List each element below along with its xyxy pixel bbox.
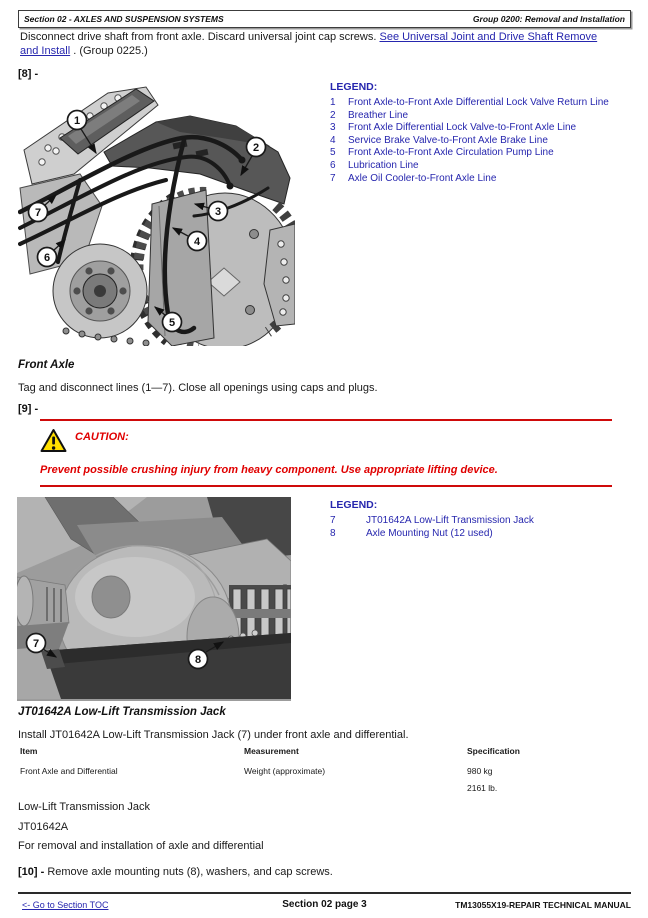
intro-text: Disconnect drive shaft from front axle. Discard universal joint cap screws.	[20, 31, 380, 43]
legend-item	[330, 122, 612, 135]
legend-item-label: Lubrication Line	[348, 159, 419, 171]
svg-text:7: 7	[32, 638, 40, 650]
jack-photo-illustration	[17, 497, 291, 701]
tool-name-line: Low-Lift Transmission Jack	[18, 801, 151, 813]
legend-item-label: Service Brake Valve-to-Front Axle Brake Line	[348, 134, 548, 146]
svg-text:5: 5	[168, 317, 176, 329]
legend-item	[330, 147, 612, 160]
svg-text:4: 4	[193, 236, 201, 248]
legend-item-number: 2	[330, 109, 336, 121]
footer-manual-label: TM13055X19-REPAIR TECHNICAL MANUAL	[455, 900, 631, 910]
figure1-callout-4	[188, 232, 207, 251]
caution-rule-bottom	[40, 485, 612, 487]
spec-value-lb: 2161 lb.	[467, 783, 498, 793]
spec-specification-value	[467, 766, 630, 793]
tool-purpose-line: For removal and installation of axle and differential	[18, 840, 264, 852]
svg-text:1: 1	[73, 115, 81, 127]
svg-text:7: 7	[34, 207, 42, 219]
spec-header-specification: Specification	[467, 746, 520, 756]
figure2-callout-8	[189, 650, 208, 669]
figure1-callout-1	[68, 111, 87, 130]
legend-item-number: 6	[330, 159, 336, 171]
tool-number-line: JT01642A	[18, 821, 69, 833]
legend-item-number: 7	[330, 172, 336, 184]
legend-item-number: 8	[330, 527, 336, 539]
warning-triangle-icon	[40, 428, 67, 453]
legend-item	[330, 97, 612, 110]
legend-item-number: 4	[330, 134, 336, 146]
jack-caption: JT01642A Low-Lift Transmission Jack	[18, 706, 226, 718]
caution-box	[40, 419, 612, 487]
legend-item-number: 7	[330, 515, 336, 526]
legend-item-label: Front Axle-to-Front Axle Differential Lock Valve Return Line	[348, 97, 609, 108]
legend-title: LEGEND:	[330, 499, 378, 511]
spec-measurement-value: Weight (approximate)	[244, 766, 326, 776]
front-axle-figure	[18, 84, 295, 346]
spec-value-kg: 980 kg	[467, 766, 493, 776]
page-header	[18, 10, 631, 28]
footer-toc-link[interactable]: <- Go to Section TOC	[22, 900, 109, 910]
figure1-callout-5	[163, 313, 182, 332]
svg-text:3: 3	[214, 206, 222, 218]
caution-message: Prevent possible crushing injury from heavy component. Use appropriate lifting device.	[40, 464, 498, 476]
legend-title: LEGEND:	[330, 81, 378, 93]
spec-header-measurement: Measurement	[244, 746, 299, 756]
caution-rule-top	[40, 419, 612, 421]
legend-item	[330, 528, 612, 541]
caution-title: CAUTION:	[75, 431, 129, 443]
header-section-title: Section 02 - AXLES AND SUSPENSION SYSTEMS	[24, 14, 224, 24]
legend-item-label: Breather Line	[348, 109, 409, 121]
spec-item-value: Front Axle and Differential	[20, 766, 118, 776]
step-10-label: [10] -	[18, 866, 45, 878]
step-9-label: [9] -	[18, 403, 39, 415]
figure1-callout-6	[38, 248, 57, 267]
header-group-title: Group 0200: Removal and Installation	[472, 14, 625, 24]
legend-item-number: 5	[330, 147, 336, 159]
legend-item-label: JT01642A Low-Lift Transmission Jack	[366, 515, 534, 526]
svg-text:6: 6	[43, 252, 51, 264]
footer-rule	[18, 892, 631, 894]
legend-item-label: Axle Oil Cooler-to-Front Axle Line	[348, 172, 497, 184]
step-10-text: Remove axle mounting nuts (8), washers, and cap screws.	[44, 866, 333, 878]
intro-paragraph	[20, 30, 612, 58]
intro-text-after: . (Group 0225.)	[70, 45, 148, 57]
figure1-callout-2	[247, 138, 266, 157]
front-axle-caption: Front Axle	[18, 359, 75, 371]
legend-item-label: Front Axle Differential Lock Valve-to-Front Axle Line	[348, 122, 577, 134]
figure2-callout-7	[27, 634, 46, 653]
figure1-callout-3	[209, 202, 228, 221]
install-paragraph: Install JT01642A Low-Lift Transmission Jack (7) under front axle and differential.	[18, 729, 409, 741]
legend-item-label: Axle Mounting Nut (12 used)	[366, 527, 493, 539]
transmission-jack-figure	[17, 497, 291, 701]
figure1-legend	[330, 81, 612, 185]
step-8-label: [8] -	[18, 68, 39, 80]
legend-item	[330, 160, 612, 173]
spec-table	[20, 746, 630, 793]
figure1-callout-7	[29, 203, 48, 222]
legend-item-number: 3	[330, 122, 336, 134]
universal-joint-link[interactable]: See Universal Joint and Drive Shaft Remove and Install	[20, 31, 598, 57]
svg-text:2: 2	[252, 142, 260, 154]
legend-item	[330, 173, 612, 186]
legend-item-number: 1	[330, 97, 336, 108]
legend-item	[330, 135, 612, 148]
footer-page-label: Section 02 page 3	[282, 899, 367, 910]
legend-item	[330, 515, 612, 528]
figure2-legend	[330, 499, 612, 540]
svg-text:8: 8	[194, 654, 202, 666]
legend-item-label: Front Axle-to-Front Axle Circulation Pump Line	[348, 147, 554, 159]
step-10	[18, 866, 333, 878]
legend-item	[330, 110, 612, 123]
axle-housing-illustration	[20, 87, 295, 346]
page-footer	[18, 898, 631, 912]
spec-header-item: Item	[20, 746, 38, 756]
tag-lines-paragraph: Tag and disconnect lines (1—7). Close all openings using caps and plugs.	[18, 382, 378, 394]
